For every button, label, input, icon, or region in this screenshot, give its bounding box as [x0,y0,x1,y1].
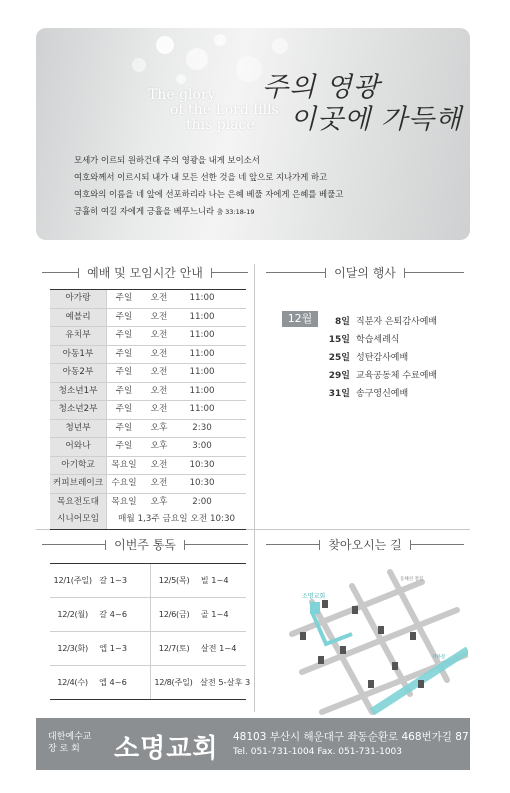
bokeh-light [176,74,186,84]
list-item: 25일 성탄감사예배 [328,353,409,363]
map-subway-label: 지하철 [432,655,446,660]
table-row: 아동1부 주일 오전 11:00 [50,346,246,365]
list-item: 29일 교육공동체 수료예배 [328,371,438,381]
events-section-title: 이달의 행사 [266,264,464,281]
glory-banner [36,28,470,240]
bokeh-light [236,56,262,82]
directions-map [282,562,468,722]
church-marker-icon [310,602,320,614]
list-item: 31일 송구영신예배 [328,389,409,399]
map-illustration [282,562,468,722]
month-badge: 12월 [282,311,318,327]
table-row: 예블리 주일 오전 11:00 [50,309,246,328]
banner-title-korean: 주의 영광 이곳에 가득해 [262,72,463,135]
table-row: 12/2(월) 갈 4~6 12/6(금) 골 1~4 [50,598,246,632]
bokeh-light [156,36,174,54]
bokeh-light [186,48,208,70]
column-divider [254,264,255,712]
schedule-table [50,289,246,530]
church-contact: Tel. 051-731-1004 Fax. 051-731-1003 [233,747,403,757]
table-row: 청년부 주일 오후 2:30 [50,420,246,439]
table-row: 아동2부 주일 오전 11:00 [50,364,246,383]
table-row: 시니어모임 매월 1,3주 금요일 오전 10:30 [50,511,246,529]
scripture-verse: 모세가 이르되 원하건대 주의 영광을 내게 보이소서 여호와께서 이르시되 내가 내 모든 선한 것을 네 앞으로 지나가게 하고 여호와의 이름을 네 앞에 선포하리라 나는 은혜 베풀 자에게 은혜를 베풀고 긍휼히 여길 자에게 긍휼을 베푸느니라 출 33:18-19 [74,155,344,216]
table-row: 아가랑 주일 오전 11:00 [50,290,246,309]
map-church-label: 소명교회 [302,593,326,600]
bokeh-light [214,34,226,46]
table-row: 12/4(수) 엡 4~6 12/8(주일) 살전 5-살후 3 [57,677,251,687]
table-row: 목요전도대 목요일 오후 2:00 [50,494,246,512]
bulletin-page [36,28,470,770]
church-address: 48103 부산시 해운대구 좌동순환로 468번가길 87 [233,731,469,743]
denomination-label: 대한예수교 장 로 회 [48,732,92,754]
list-item: 8일 직분자 은퇴감사예배 [335,317,438,327]
table-row: 12/3(화) 엡 1~3 12/7(토) 살전 1~4 [50,632,246,666]
bible-reading-section-title: 이번주 통독 [42,536,248,553]
events-list [324,313,437,403]
table-row: 커피브레이크 수요일 오전 10:30 [50,475,246,494]
bokeh-light [272,38,288,54]
directions-section-title: 찾아오시는 길 [266,536,464,553]
church-footer [36,718,470,770]
banner-title-english: The glory of the Lord fills this place [148,87,279,133]
bokeh-light [132,58,146,72]
table-row: 어와나 주일 오후 3:00 [50,438,246,457]
verse-reference: 출 33:18-19 [216,208,255,216]
schedule-section-title: 예배 및 모임시간 안내 [42,264,248,281]
church-name: 소명교회 [114,734,219,764]
bible-reading-table [50,563,251,700]
list-item: 15일 학습세례식 [328,335,400,345]
table-row: 유치부 주일 오전 11:00 [50,327,246,346]
table-row: 청소년2부 주일 오전 11:00 [50,401,246,420]
table-row: 청소년1부 주일 오전 11:00 [50,383,246,402]
map-road-label: 동해선 철길 [400,577,424,582]
table-row: 12/1(주일) 갈 1~3 12/5(목) 빌 1~4 [50,564,246,598]
table-row: 아기학교 목요일 오전 10:30 [50,457,246,476]
